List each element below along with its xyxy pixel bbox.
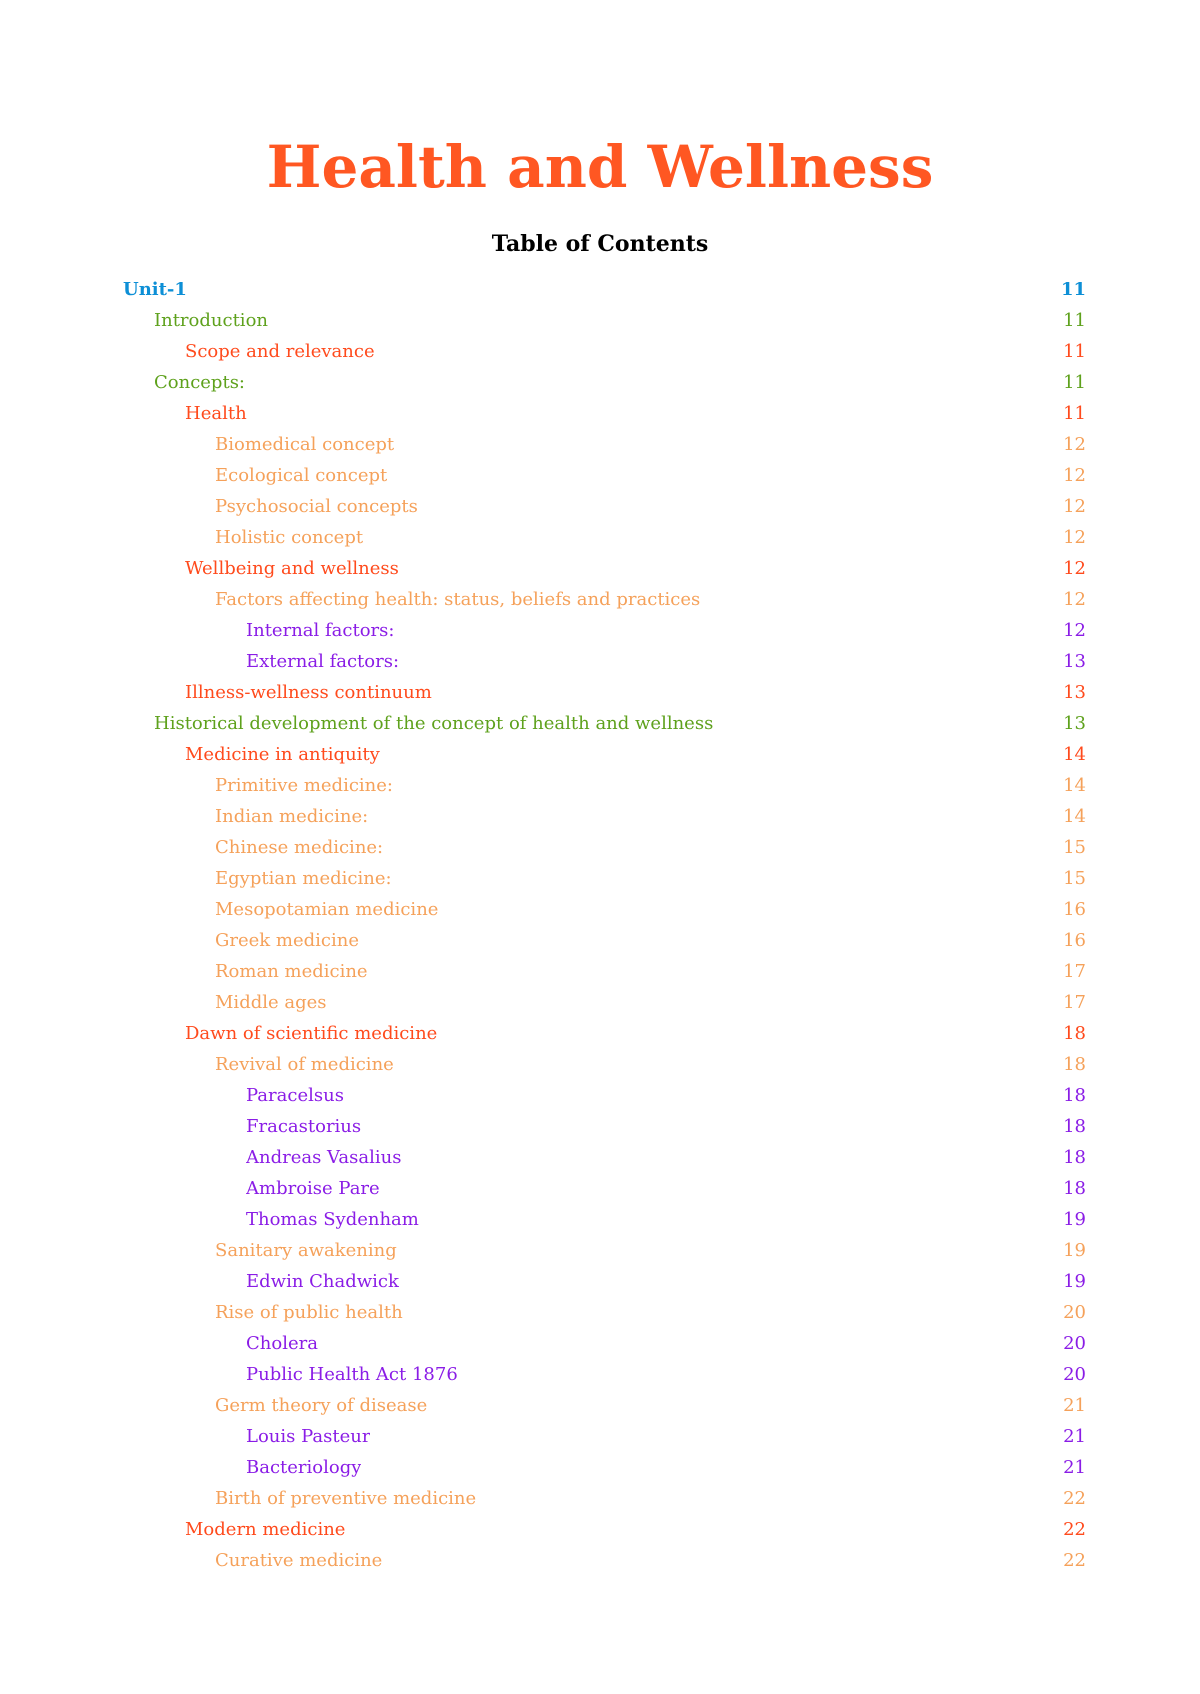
toc-entry-page-number[interactable]: 12	[1063, 558, 1086, 579]
toc-entry-label[interactable]: Edwin Chadwick	[246, 1271, 399, 1292]
toc-entry-page-number[interactable]: 20	[1063, 1364, 1086, 1385]
toc-entry[interactable]	[123, 770, 1086, 801]
toc-entry-page-number[interactable]: 12	[1063, 434, 1086, 455]
toc-entry[interactable]	[123, 1390, 1086, 1421]
toc-entry[interactable]	[123, 615, 1086, 646]
toc-entry[interactable]	[123, 708, 1086, 739]
toc-entry-label[interactable]: Rise of public health	[215, 1302, 403, 1323]
table-of-contents	[123, 274, 1086, 1576]
toc-entry-page-number[interactable]: 11	[1063, 403, 1086, 424]
toc-entry-label[interactable]: Indian medicine:	[215, 806, 369, 827]
toc-entry-label[interactable]: Thomas Sydenham	[246, 1209, 419, 1230]
toc-entry-page-number[interactable]: 16	[1063, 930, 1086, 951]
toc-entry-label[interactable]: Roman medicine	[215, 961, 368, 982]
toc-entry-label[interactable]: Internal factors:	[246, 620, 395, 641]
toc-entry-page-number[interactable]: 14	[1063, 775, 1086, 796]
document-title: Health and Wellness	[266, 133, 934, 201]
toc-entry[interactable]	[123, 832, 1086, 863]
toc-entry[interactable]	[123, 1235, 1086, 1266]
toc-entry-page-number[interactable]: 22	[1063, 1550, 1086, 1571]
toc-entry-label[interactable]: Ecological concept	[215, 465, 388, 486]
toc-entry[interactable]	[123, 305, 1086, 336]
toc-entry-page-number[interactable]: 19	[1063, 1240, 1086, 1261]
toc-entry-label[interactable]: Wellbeing and wellness	[185, 558, 399, 579]
toc-entry-page-number[interactable]: 15	[1063, 868, 1086, 889]
toc-entry[interactable]	[123, 367, 1086, 398]
toc-entry-label[interactable]: Sanitary awakening	[215, 1240, 397, 1261]
toc-entry-page-number[interactable]: 12	[1063, 620, 1086, 641]
toc-entry-label[interactable]: Bacteriology	[246, 1457, 362, 1478]
toc-entry[interactable]	[123, 553, 1086, 584]
toc-entry[interactable]	[123, 1514, 1086, 1545]
toc-entry-label[interactable]: Primitive medicine:	[215, 775, 393, 796]
toc-entry-label[interactable]: Mesopotamian medicine	[215, 899, 439, 920]
toc-entry-label[interactable]: Curative medicine	[215, 1550, 383, 1571]
toc-entry-label[interactable]: Scope and relevance	[185, 341, 375, 362]
toc-entry-label[interactable]: Middle ages	[215, 992, 327, 1013]
toc-entry-label[interactable]: Modern medicine	[185, 1519, 346, 1540]
toc-entry[interactable]	[123, 522, 1086, 553]
toc-entry-label[interactable]: Historical development of the concept of health and wellness	[154, 713, 714, 734]
toc-entry-label[interactable]: Birth of preventive medicine	[215, 1488, 477, 1509]
toc-entry[interactable]	[123, 398, 1086, 429]
toc-entry[interactable]	[123, 584, 1086, 615]
toc-entry-page-number[interactable]: 21	[1063, 1426, 1086, 1447]
toc-entry-label[interactable]: Introduction	[154, 310, 268, 331]
toc-entry-page-number[interactable]: 18	[1063, 1023, 1086, 1044]
toc-entry-page-number[interactable]: 20	[1063, 1302, 1086, 1323]
toc-entry[interactable]	[123, 274, 1086, 305]
toc-entry-page-number[interactable]: 19	[1063, 1271, 1086, 1292]
toc-entry[interactable]	[123, 925, 1086, 956]
toc-entry[interactable]	[123, 956, 1086, 987]
toc-entry-label[interactable]: Paracelsus	[246, 1085, 344, 1106]
toc-entry[interactable]	[123, 1173, 1086, 1204]
toc-entry-page-number[interactable]: 18	[1063, 1178, 1086, 1199]
toc-entry-label[interactable]: Concepts:	[154, 372, 245, 393]
toc-entry[interactable]	[123, 1328, 1086, 1359]
toc-entry-label[interactable]: Public Health Act 1876	[246, 1364, 458, 1385]
toc-entry-page-number[interactable]: 21	[1063, 1457, 1086, 1478]
toc-entry[interactable]	[123, 1111, 1086, 1142]
toc-entry[interactable]	[123, 1142, 1086, 1173]
toc-entry-page-number[interactable]: 13	[1063, 651, 1086, 672]
toc-entry[interactable]	[123, 336, 1086, 367]
toc-entry[interactable]	[123, 1204, 1086, 1235]
toc-entry-label[interactable]: Biomedical concept	[215, 434, 395, 455]
toc-entry-page-number[interactable]: 12	[1063, 589, 1086, 610]
toc-entry-page-number[interactable]: 12	[1063, 496, 1086, 517]
toc-entry-page-number[interactable]: 17	[1063, 961, 1086, 982]
toc-entry-page-number[interactable]: 22	[1063, 1488, 1086, 1509]
toc-entry-page-number[interactable]: 12	[1063, 465, 1086, 486]
toc-entry-page-number[interactable]: 19	[1063, 1209, 1086, 1230]
toc-entry[interactable]	[123, 739, 1086, 770]
toc-entry-label[interactable]: Psychosocial concepts	[215, 496, 418, 517]
toc-entry-page-number[interactable]: 16	[1063, 899, 1086, 920]
toc-entry-page-number[interactable]: 18	[1063, 1085, 1086, 1106]
toc-entry[interactable]	[123, 1545, 1086, 1576]
toc-entry-label[interactable]: Dawn of scientific medicine	[185, 1023, 438, 1044]
toc-entry[interactable]	[123, 491, 1086, 522]
toc-entry-label[interactable]: Medicine in antiquity	[185, 744, 380, 765]
toc-entry-page-number[interactable]: 22	[1063, 1519, 1086, 1540]
toc-entry-label[interactable]: Illness-wellness continuum	[185, 682, 432, 703]
toc-entry-label[interactable]: Unit-1	[123, 279, 187, 300]
toc-entry-page-number[interactable]: 18	[1063, 1054, 1086, 1075]
toc-entry-label[interactable]: Fracastorius	[246, 1116, 362, 1137]
toc-entry-page-number[interactable]: 13	[1063, 713, 1086, 734]
toc-entry[interactable]	[123, 1421, 1086, 1452]
toc-entry[interactable]	[123, 1080, 1086, 1111]
toc-entry-page-number[interactable]: 11	[1063, 372, 1086, 393]
toc-entry[interactable]	[123, 1483, 1086, 1514]
toc-entry[interactable]	[123, 801, 1086, 832]
toc-entry-label[interactable]: Ambroise Pare	[246, 1178, 380, 1199]
toc-entry-label[interactable]: Chinese medicine:	[215, 837, 384, 858]
toc-entry-page-number[interactable]: 20	[1063, 1333, 1086, 1354]
toc-entry[interactable]	[123, 429, 1086, 460]
toc-entry-label[interactable]: Holistic concept	[215, 527, 364, 548]
toc-entry[interactable]	[123, 646, 1086, 677]
toc-entry[interactable]	[123, 1297, 1086, 1328]
toc-entry-label[interactable]: External factors:	[246, 651, 400, 672]
toc-entry-page-number[interactable]: 18	[1063, 1147, 1086, 1168]
toc-entry-label[interactable]: Egyptian medicine:	[215, 868, 392, 889]
toc-entry[interactable]	[123, 460, 1086, 491]
toc-entry[interactable]	[123, 894, 1086, 925]
toc-entry-page-number[interactable]: 11	[1063, 341, 1086, 362]
toc-entry-page-number[interactable]: 17	[1063, 992, 1086, 1013]
toc-entry-page-number[interactable]: 15	[1063, 837, 1086, 858]
toc-entry[interactable]	[123, 1266, 1086, 1297]
toc-entry[interactable]	[123, 677, 1086, 708]
toc-entry-label[interactable]: Louis Pasteur	[246, 1426, 371, 1447]
toc-entry-label[interactable]: Factors affecting health: status, beliefs and practices	[215, 589, 701, 610]
toc-entry-label[interactable]: Revival of medicine	[215, 1054, 394, 1075]
toc-entry[interactable]	[123, 1018, 1086, 1049]
toc-entry-label[interactable]: Cholera	[246, 1333, 318, 1354]
toc-entry[interactable]	[123, 1452, 1086, 1483]
toc-entry-page-number[interactable]: 21	[1063, 1395, 1086, 1416]
toc-entry-page-number[interactable]: 14	[1063, 806, 1086, 827]
toc-entry-page-number[interactable]: 11	[1063, 310, 1086, 331]
toc-entry[interactable]	[123, 863, 1086, 894]
toc-entry-page-number[interactable]: 14	[1063, 744, 1086, 765]
toc-entry[interactable]	[123, 1049, 1086, 1080]
toc-entry-page-number[interactable]: 18	[1063, 1116, 1086, 1137]
toc-entry[interactable]	[123, 987, 1086, 1018]
toc-entry-label[interactable]: Germ theory of disease	[215, 1395, 428, 1416]
toc-entry-page-number[interactable]: 13	[1063, 682, 1086, 703]
toc-heading: Table of Contents	[491, 231, 709, 257]
toc-entry-label[interactable]: Greek medicine	[215, 930, 359, 951]
toc-entry-page-number[interactable]: 11	[1060, 279, 1086, 300]
toc-entry-page-number[interactable]: 12	[1063, 527, 1086, 548]
toc-entry-label[interactable]: Andreas Vasalius	[246, 1147, 402, 1168]
toc-entry-label[interactable]: Health	[185, 403, 247, 424]
toc-entry[interactable]	[123, 1359, 1086, 1390]
